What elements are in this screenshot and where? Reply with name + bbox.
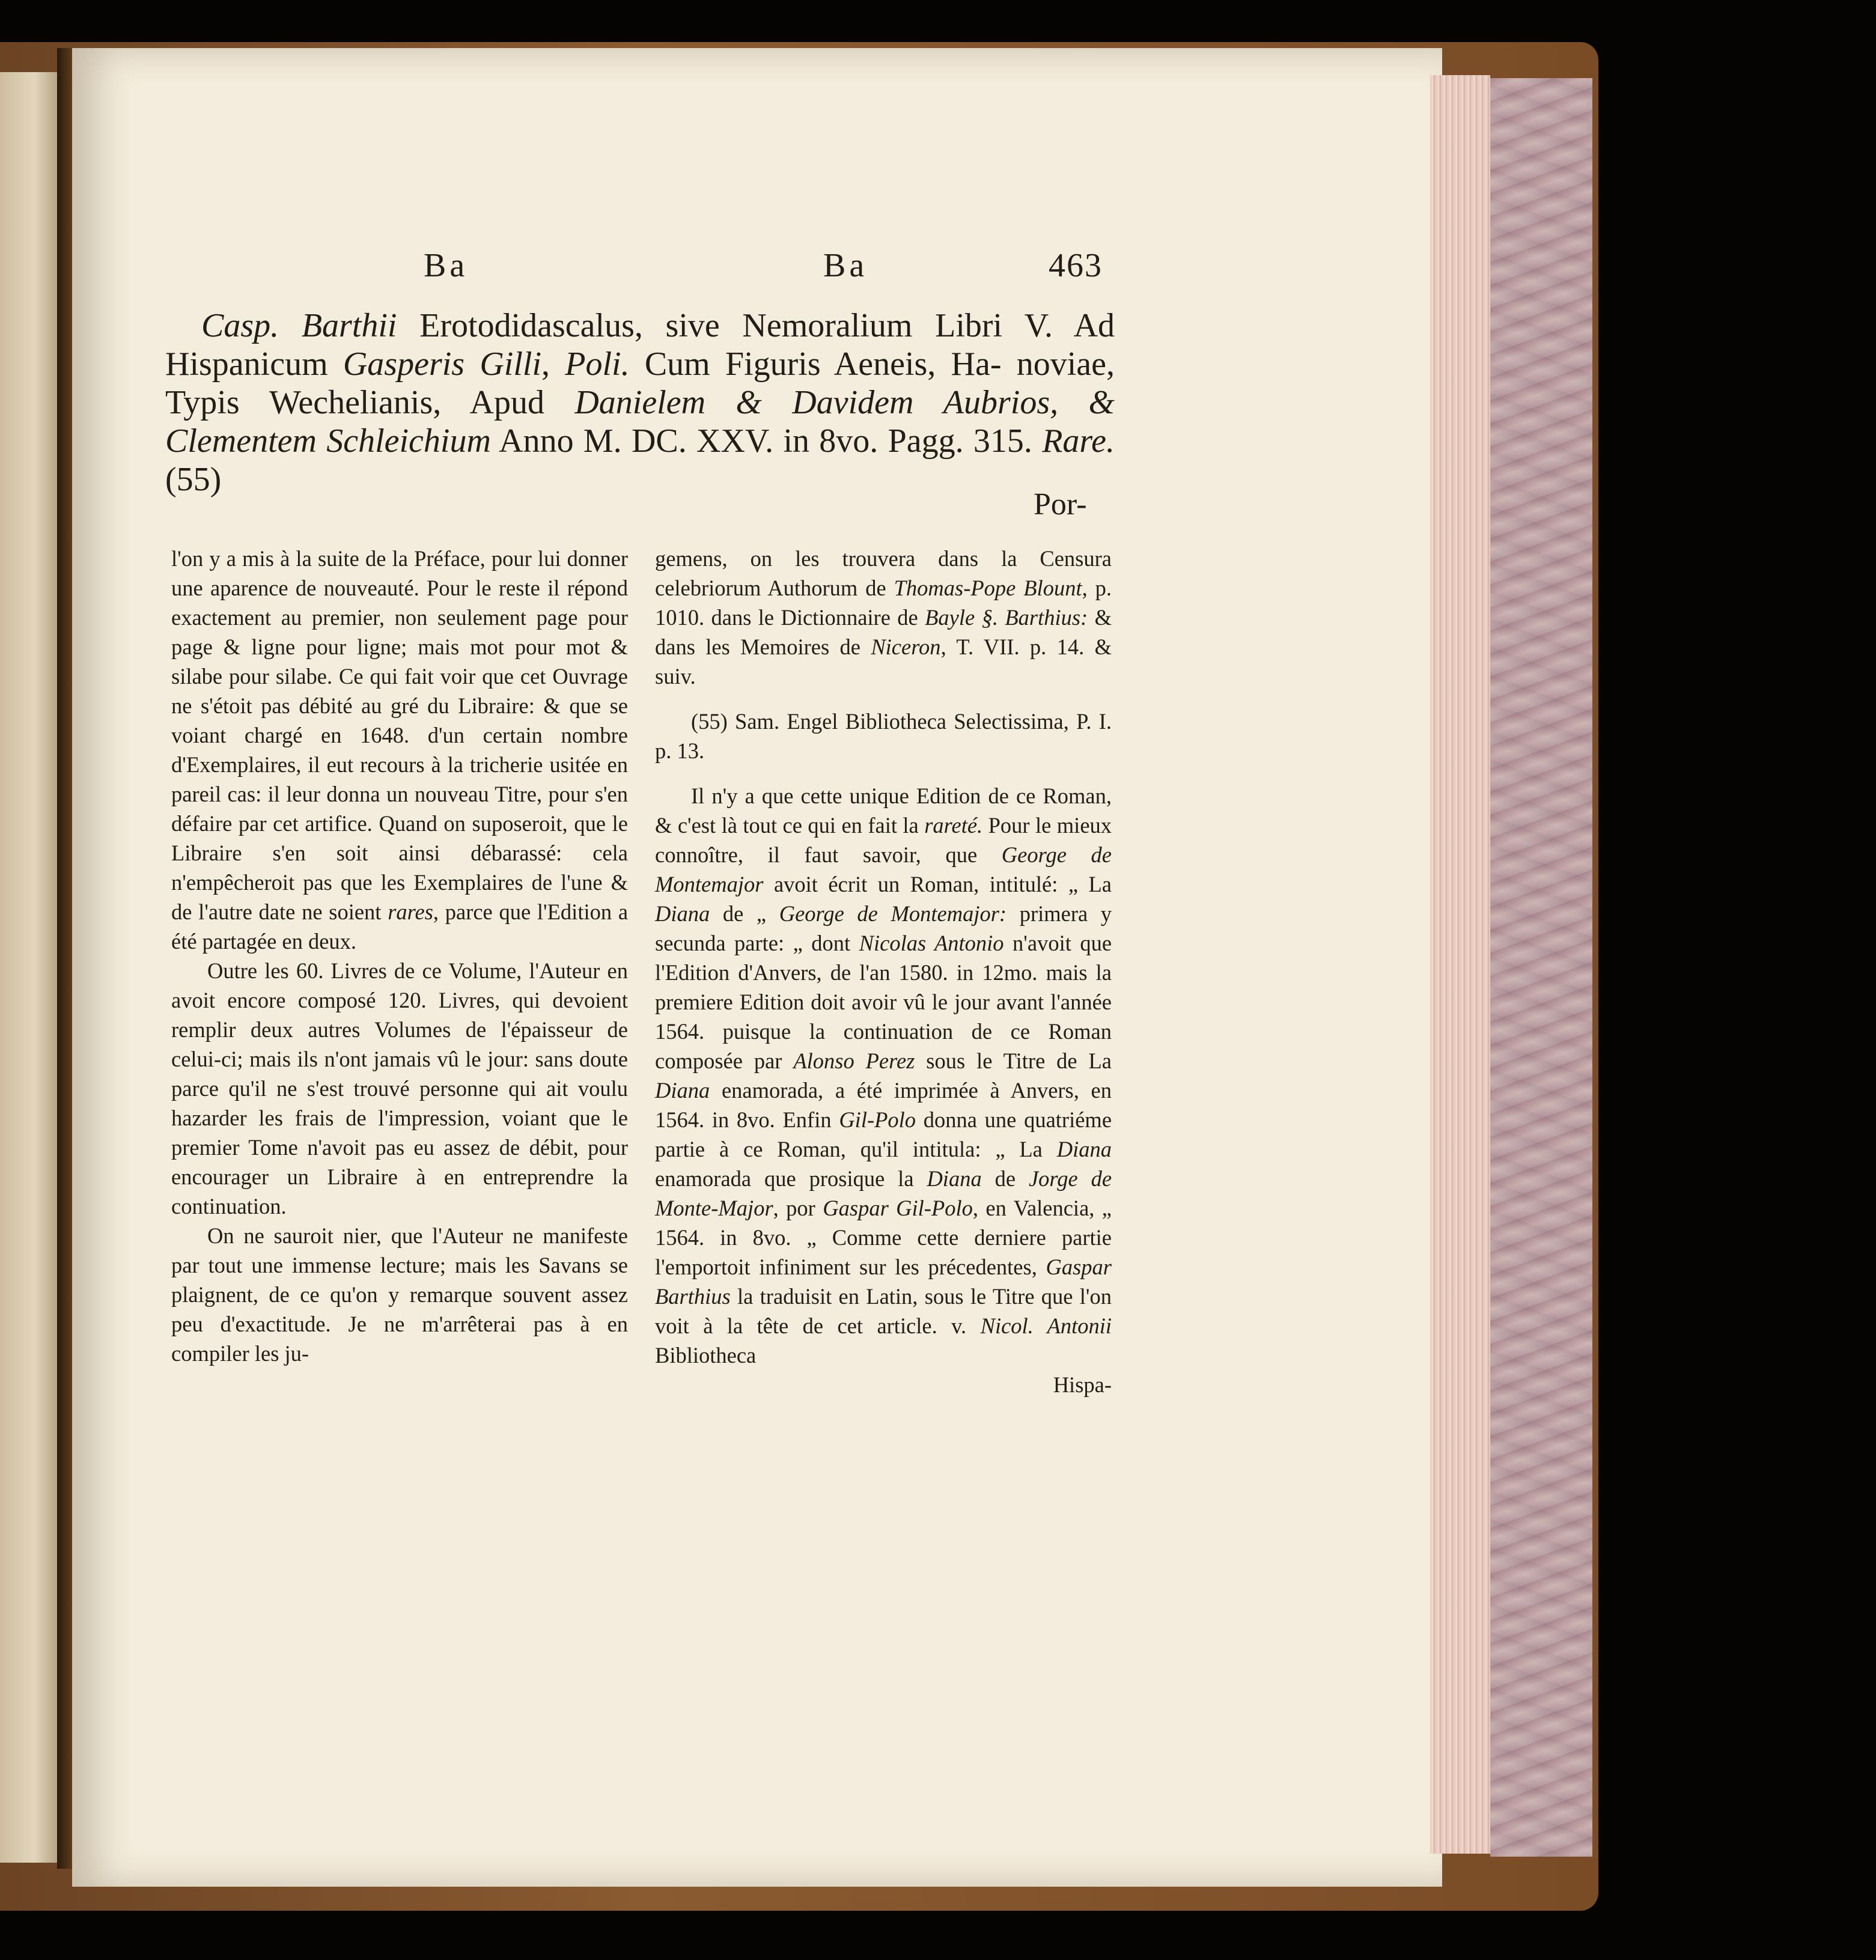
catchword-top: Por-: [1034, 487, 1087, 522]
right-b7: sous le Titre de La: [926, 1048, 1112, 1073]
left-paragraph-3: On ne sauroit nier, que l'Auteur ne manifeste par tout une immense lecture; mais les Savans se plaignent, de ce qu'on y remarque souvent assez peu d'exactitude. Je ne m'arrêterai pas à en compiler les ju-: [171, 1223, 628, 1366]
left-paragraph-1: l'on y a mis à la suite de la Préface, pour lui donner une aparence de nouveauté. Pour le reste il répond exactement au premier, non seulement page pour page & ligne pour ligne; mais mot pour mot & silabe pour silabe. Ce qui fait voir que cet Ouvrage ne s'étoit pas débité au gré du Libraire: & que se voiant chargé en 1648. d'un certain nombre d'Exemplaires, il eut recours à la tricherie usitée en pareil cas: il leur donna un nouveau Titre, pour s'en défaire par cet artifice. Quand on suposeroit, que le Libraire s'en soit ainsi débarassé: cela n'empêcheroit pas que les Exemplaires de l'une & de l'autre date ne soient: [171, 546, 628, 924]
page-number: 463: [1049, 247, 1103, 284]
footnote-55: (55) Sam. Engel Bibliotheca Selectissima, P. I. p. 13.: [655, 709, 1112, 763]
right-george: George de Montemajor: [655, 842, 1112, 896]
right-jorge: Jorge de Monte-Major: [655, 1166, 1112, 1220]
entry-note-ref: (55): [165, 461, 222, 498]
right-diana: Diana: [655, 901, 710, 926]
right-b11: de: [994, 1166, 1016, 1191]
left-column: [171, 544, 628, 1368]
left-rares: rares: [388, 899, 433, 924]
right-b1: Il n'y a que cette unique Edition de ce Roman, & c'est là tout ce qui en fait la: [655, 784, 1112, 838]
right-b3: avoit écrit un Roman, intitulé: „ La: [773, 872, 1112, 896]
page-fore-edge: [1430, 75, 1490, 1854]
bibliographic-entry: [165, 306, 1115, 499]
right-b8: enamorada, a été imprimée à Anvers, en 1564. in 8vo. Enfin: [655, 1078, 1112, 1132]
right-nicol: Nicol. Antonii: [980, 1313, 1112, 1338]
right-b14: la traduisit en Latin, sous le Titre que l'on voit à la tête de cet article. v.: [655, 1284, 1112, 1338]
right-pope: Thomas-Pope Blount: [894, 576, 1082, 600]
right-column: [655, 544, 1112, 1399]
right-a1: gemens, on les trouvera dans la Censura celebriorum Authorum de: [655, 546, 1112, 600]
marbled-endpaper: [1490, 78, 1592, 1857]
right-diana-4: Diana: [927, 1166, 982, 1191]
running-head-left: Ba: [424, 247, 469, 284]
entry-publisher-1: Danielem & Davidem Aubrios,: [574, 384, 1059, 421]
right-george-2: George de Montemajor:: [779, 901, 1007, 926]
right-diana-3: Diana: [1056, 1137, 1112, 1161]
right-gaspar: Gaspar Gil-Polo: [823, 1196, 973, 1220]
catchword-bottom: Hispa-: [1053, 1372, 1112, 1397]
entry-place: noviae, Typis Wechelianis, Apud: [165, 345, 1115, 421]
right-perez: Alonso Perez: [793, 1048, 915, 1073]
entry-comma: ,: [541, 345, 550, 383]
entry-figures: Cum Figuris Aeneis, Ha-: [644, 345, 1002, 383]
right-diana-2: Diana: [655, 1078, 710, 1103]
right-b10: enamorada que prosique la: [655, 1166, 914, 1191]
left-page-edge: [0, 72, 57, 1863]
entry-gil: Gasperis Gilli: [343, 345, 542, 383]
right-b15: Bibliotheca: [655, 1343, 757, 1368]
running-head-center: Ba: [823, 247, 868, 284]
right-b6: n'avoit que l'Edition d'Anvers, de l'an 1580. in 12mo. mais la premiere Edition doit avoir vû le jour avant l'année 1564. puisque la continuation de ce Roman composée par: [655, 931, 1112, 1073]
entry-year-format: Anno M. DC. XXV. in 8vo. Pagg. 315.: [499, 422, 1032, 460]
right-b5: primera y secunda parte: „ dont: [655, 901, 1112, 955]
right-gilpolo: Gil-Polo: [839, 1107, 916, 1132]
entry-title-line1: Erotodidascalus, sive Nemoralium Libri V.: [419, 307, 1053, 344]
right-b2: Pour le mieux connoître, il faut savoir, que: [655, 813, 1112, 867]
right-a3: & dans les Memoires de: [655, 605, 1112, 659]
right-b4: de „: [722, 901, 767, 926]
left-paragraph-1-end: , parce que l'Edition a été partagée en deux.: [171, 899, 629, 954]
right-bayle: Bayle §. Barthius:: [925, 605, 1088, 630]
right-b9: donna une quatriéme partie à ce Roman, qu'il intitula: „ La: [655, 1107, 1112, 1161]
right-a4: , T. VII. p. 14. & suiv.: [655, 635, 1112, 689]
entry-title-line2: Ad Hispanicum: [165, 307, 1115, 383]
right-b13: , en Valencia, „ 1564. in 8vo. „ Comme cette derniere partie l'emportoit infiniment sur les précedentes,: [655, 1196, 1112, 1279]
entry-poli: Poli.: [565, 345, 630, 383]
right-nicolas: Nicolas Antonio: [859, 931, 1004, 955]
entry-author: Casp. Barthii: [201, 307, 397, 344]
right-b12: , por: [773, 1196, 815, 1220]
right-niceron: Niceron: [871, 635, 941, 659]
right-barthius: Gaspar Barthius: [655, 1255, 1112, 1309]
right-rarete: rareté.: [924, 813, 983, 838]
entry-publisher-2: & Clementem Schleichium: [165, 384, 1115, 460]
entry-rare: Rare.: [1042, 422, 1115, 460]
left-paragraph-2: Outre les 60. Livres de ce Volume, l'Auteur en avoit encore composé 120. Livres, qui devoient remplir deux autres Volumes de l'épaisseur de celui-ci; mais ils n'ont jamais vû le jour: sans doute parce qu'il ne s'est trouvé personne qui ait voulu hazarder les frais de l'impression, voiant que le premier Tome n'avoit pas eu assez de débit, pour encourager un Libraire à en entreprendre la continuation.: [171, 958, 628, 1219]
right-a2: , p. 1010. dans le Dictionnaire de: [655, 576, 1112, 630]
